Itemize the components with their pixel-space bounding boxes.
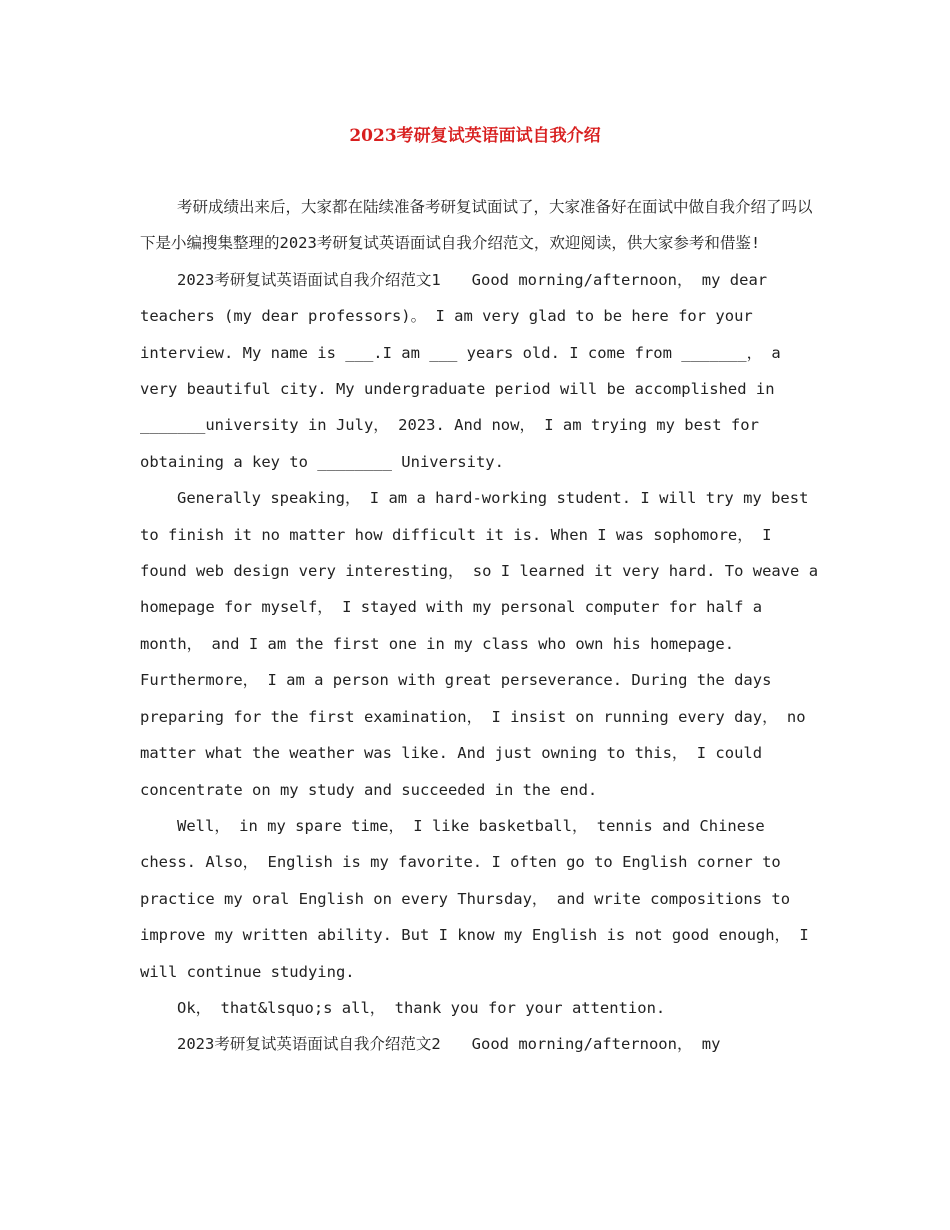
paragraph-intro: 考研成绩出来后，大家都在陆续准备考研复试面试了，大家准备好在面试中做自我介绍了吗以下是小编搜集整理的2023考研复试英语面试自我介绍范文，欢迎阅读，供大家参考和借鉴! [140, 198, 813, 253]
paragraph-closing: Ok， that&lsquo;s all， thank you for your attention. [177, 998, 666, 1017]
paragraph-hardworking: Generally speaking， I am a hard-working student. I will try my best to finish it no matter how difficult it is. When I was sophomore， I found web design very interesting， so I learned it very hard. To weave a homepage for myself， I stayed with my personal computer for half a month， and I am the first one in my class who own his homepage. Furthermore， I am a person with great perseverance. During the days preparing for the first examination， I insist on running every day， no matter what the weather was like. And just owning to this， I could concentrate on my study and succeeded in the end. [140, 489, 819, 799]
document-body [140, 189, 820, 1063]
paragraph-hobbies: Well， in my spare time， I like basketball， tennis and Chinese chess. Also， English is my favorite. I often go to English corner to practice my oral English on every Thursday， and write compositions to improve my written ability. But I know my English is not good enough， I will continue studying. [140, 816, 809, 981]
paragraph-sample-2: 2023考研复试英语面试自我介绍范文2 Good morning/afternoon， my [177, 1035, 721, 1054]
paragraph-sample-1: 2023考研复试英语面试自我介绍范文1 Good morning/afternoon， my dear teachers (my dear professors)。 I am very glad to be here for your interview. My name is ___.I am ___ years old. I come from _______， a very beautiful city. My undergraduate period will be accomplished in _______university in July， 2023. And now， I am trying my best for obtaining a key to ________ University. [140, 270, 781, 471]
document-title: 2023考研复试英语面试自我介绍 [349, 126, 601, 146]
